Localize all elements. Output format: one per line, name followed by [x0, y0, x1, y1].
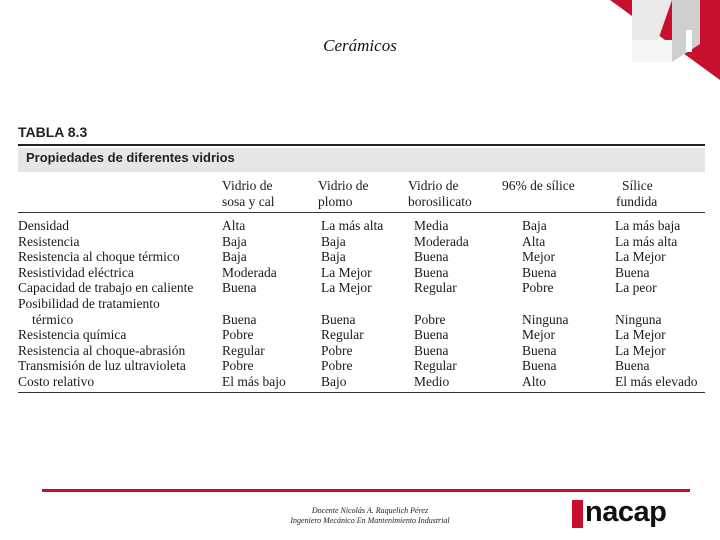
table-cell: Buena: [522, 342, 557, 358]
column-header-plomo: [318, 178, 369, 210]
table-cell: La más alta: [321, 218, 384, 233]
table-label: TABLA 8.3: [18, 124, 88, 140]
property-label: Posibilidad de tratamiento: [18, 296, 160, 311]
property-label: Resistencia al choque térmico: [18, 249, 180, 265]
property-label: Resistencia al choque-abrasión: [18, 342, 186, 358]
corner-cube-graphic: [610, 0, 720, 80]
table-cell: Pobre: [321, 342, 353, 358]
table-cell: La más baja: [615, 218, 681, 233]
table-cell: Baja: [321, 249, 346, 265]
table-top-rule: [18, 144, 705, 146]
column-header-line: sosa y cal: [222, 194, 275, 209]
table-header-rule: [18, 212, 705, 213]
table-cell: Buena: [414, 327, 449, 343]
table-cell: Pobre: [222, 327, 254, 343]
table-cell: La peor: [615, 280, 657, 296]
column-header-line: Vidrio de: [222, 178, 273, 193]
property-label: Capacidad de trabajo en caliente: [18, 280, 194, 296]
footer-credits: [240, 506, 500, 526]
table-cell: Buena: [414, 342, 449, 358]
table-cell: Mejor: [522, 249, 555, 265]
table-cell: Pobre: [414, 311, 446, 327]
table-cell: Medio: [414, 374, 450, 389]
table-cell: Moderada: [414, 233, 469, 249]
table-cell: Buena: [414, 264, 449, 280]
table-cell: Moderada: [222, 264, 277, 280]
table-cell: Buena: [615, 358, 650, 374]
slide-title: Cerámicos: [323, 36, 397, 55]
table-cell: Alta: [222, 218, 246, 233]
property-label: Densidad: [18, 218, 69, 233]
footer-red-rule: [42, 489, 690, 492]
property-label: Resistencia: [18, 233, 80, 249]
column-header-line: fundida: [616, 194, 658, 209]
table-cell: Regular: [414, 280, 457, 296]
table-cell: Buena: [414, 249, 449, 265]
table-cell: El más bajo: [222, 374, 286, 389]
table-bottom-rule: [18, 392, 705, 393]
table-cell: Baja: [321, 233, 346, 249]
property-label: Transmisión de luz ultravioleta: [18, 358, 186, 374]
table-cell: Baja: [222, 249, 247, 265]
column-header-96-silice: [502, 178, 575, 194]
table-cell: La Mejor: [321, 264, 372, 280]
footer-degree: Ingeniero Mecánico En Mantenimiento Industrial: [290, 516, 450, 525]
table-cell: Buena: [522, 358, 557, 374]
table-cell: Regular: [321, 327, 364, 343]
table-cell: La Mejor: [321, 280, 372, 296]
inacap-logo: [572, 496, 694, 532]
table-cell: Pobre: [321, 358, 353, 374]
table-cell: Regular: [414, 358, 457, 374]
table-cell: Buena: [321, 311, 356, 327]
column-header-line: borosilicato: [408, 194, 472, 209]
column-header-silice-fundida: [616, 178, 658, 210]
table-cell: Buena: [222, 280, 257, 296]
table-cell: Buena: [615, 264, 650, 280]
table-cell: La Mejor: [615, 342, 666, 358]
column-header-line: Vidrio de: [318, 178, 369, 193]
table-cell: Media: [414, 218, 449, 233]
table-cell: La más alta: [615, 233, 678, 249]
property-label: Resistividad eléctrica: [18, 264, 134, 280]
table-cell: Buena: [222, 311, 257, 327]
table-cell: Pobre: [222, 358, 254, 374]
logo-red-bar: [572, 500, 583, 528]
table-cell: Baja: [222, 233, 247, 249]
column-header-sosa-cal: [222, 178, 274, 210]
property-label: Costo relativo: [18, 374, 95, 389]
table-cell: El más elevado: [615, 374, 698, 389]
table-caption: Propiedades de diferentes vidrios: [26, 150, 235, 165]
table-cell: Ninguna: [615, 311, 662, 327]
table-cell: Alta: [522, 233, 546, 249]
table-cell: Mejor: [522, 327, 555, 343]
table-cell: Buena: [522, 264, 557, 280]
footer-author: Docente Nicolás A. Raquelich Pérez: [311, 506, 429, 515]
column-header-line: 96% de sílice: [502, 178, 575, 193]
column-header-borosilicato: [408, 178, 472, 210]
table-cell: La Mejor: [615, 249, 666, 265]
table-cell: Alto: [522, 374, 547, 389]
table-cell: Pobre: [522, 280, 554, 296]
property-label: Resistencia química: [18, 327, 127, 343]
table-cell: Baja: [522, 218, 547, 233]
logo-wordmark: nacap: [585, 496, 667, 528]
column-header-line: Sílice: [622, 178, 653, 193]
column-header-line: Vidrio de: [408, 178, 459, 193]
table-cell: Bajo: [321, 374, 347, 389]
table-cell: Regular: [222, 342, 265, 358]
property-label: térmico: [32, 311, 74, 327]
column-header-line: plomo: [318, 194, 353, 209]
table-cell: Ninguna: [522, 311, 569, 327]
table-cell: La Mejor: [615, 327, 666, 343]
